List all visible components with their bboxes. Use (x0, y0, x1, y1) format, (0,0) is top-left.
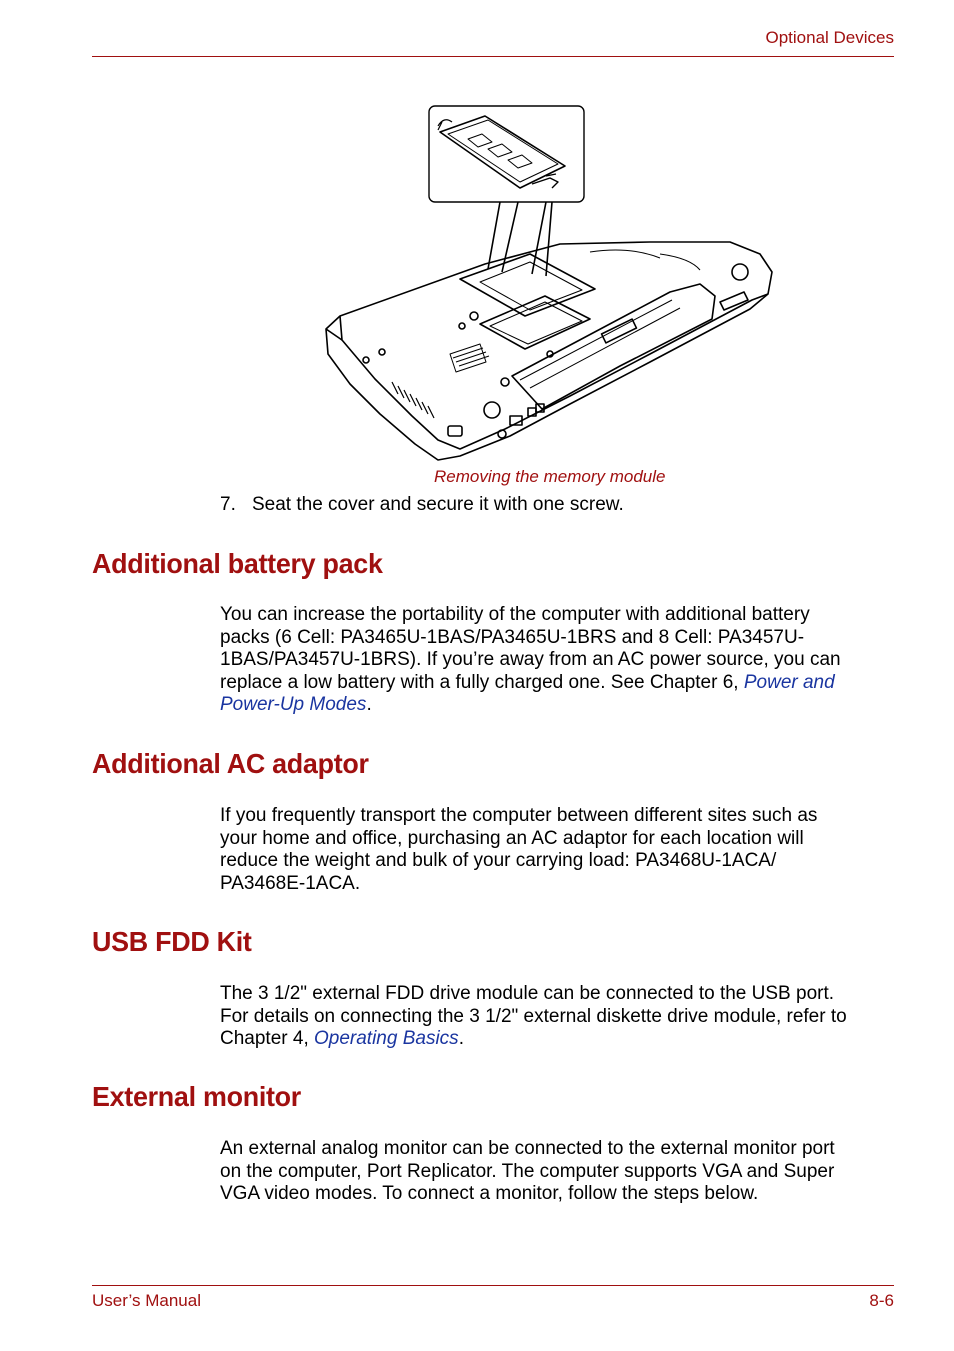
memory-module-illustration (320, 104, 775, 466)
link-operating-basics[interactable]: Operating Basics (314, 1028, 459, 1050)
footer-manual-title: User’s Manual (92, 1291, 201, 1310)
heading-additional-battery-pack: Additional battery pack (92, 548, 383, 579)
ac-adaptor-paragraph: If you frequently transport the computer between different sites such as your home and office, purchasing an AC adaptor for each location will reduce the weight and bulk of your carrying load: PA3468U-1ACA/ PA3468E-1ACA. (220, 805, 818, 894)
usb-fdd-paragraph: The 3 1/2" external FDD drive module can be connected to the USB port. For details on connecting the 3 1/2" external diskette drive module, refer to Chapter 4, Operating Basics. (220, 983, 847, 1050)
link-power-modes[interactable]: Power and (743, 671, 835, 693)
external-monitor-paragraph: An external analog monitor can be connected to the external monitor port on the computer, Port Replicator. The computer supports VGA and Super VGA video modes. To connect a monitor, follow the steps below. (220, 1138, 835, 1205)
page-number: 8-6 (869, 1291, 894, 1310)
step-item (220, 494, 624, 516)
figure-caption: Removing the memory module (434, 467, 666, 486)
step-number: 7. (220, 494, 236, 515)
step-text: Seat the cover and secure it with one screw. (252, 494, 624, 515)
header-rule (92, 56, 894, 57)
heading-external-monitor: External monitor (92, 1081, 301, 1112)
link-power-modes-cont[interactable]: Power-Up Modes (220, 694, 367, 716)
battery-pack-paragraph: You can increase the portability of the computer with additional battery packs (6 Cell: PA3465U-1BAS/PA3465U-1BRS and 8 Cell: PA3457U- 1BAS/PA3457U-1BRS). If you’re away from an AC power source, you can replace a low battery with a fully charged one. See Chapter 6, Power and Power-Up Modes. (220, 604, 841, 716)
footer-rule (92, 1285, 894, 1286)
heading-additional-ac-adaptor: Additional AC adaptor (92, 748, 369, 779)
heading-usb-fdd-kit: USB FDD Kit (92, 926, 252, 957)
running-header: Optional Devices (765, 28, 894, 47)
